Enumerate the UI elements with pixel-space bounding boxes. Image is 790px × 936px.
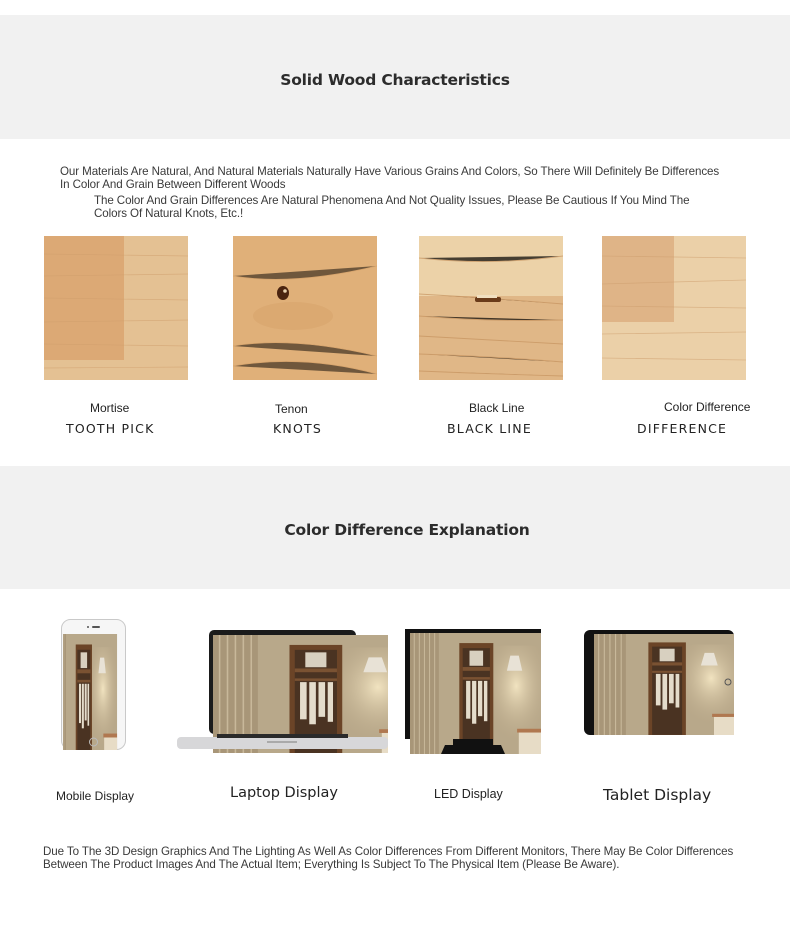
phone-room-scene — [61, 619, 126, 750]
sample-caption-tooth-pick: TOOTH PICK — [66, 421, 155, 436]
solid-wood-heading: Solid Wood Characteristics — [280, 71, 510, 89]
sample-label-tenon: Tenon — [275, 402, 308, 416]
color-difference-note: Due To The 3D Design Graphics And The Lighting As Well As Color Differences From Different Monitors, There May Be Color Differences Between The Product Images And The Actual Item; Everything Is Subject To The Physical Item (Please Be Aware). — [43, 845, 734, 871]
color-difference-wood-sample — [602, 236, 746, 380]
sample-label-color-difference: Color Difference — [664, 400, 751, 414]
solid-wood-header-band — [0, 15, 790, 139]
natural-materials-notice: Our Materials Are Natural, And Natural Materials Naturally Have Various Grains And Colors, So There Will Definitely Be Differences In Color And Grain Between Different Woods — [60, 165, 720, 191]
sample-label-black-line: Black Line — [469, 401, 525, 415]
quality-notice: The Color And Grain Differences Are Natural Phenomena And Not Quality Issues, Please Be Cautious If You Mind The Colors Of Natural Knots, Etc.! — [94, 194, 690, 220]
sample-caption-knots: KNOTS — [273, 421, 322, 436]
color-difference-heading: Color Difference Explanation — [284, 521, 530, 539]
device-label-led: LED Display — [434, 787, 503, 801]
device-label-mobile: Mobile Display — [56, 789, 135, 803]
device-label-tablet: Tablet Display — [603, 786, 712, 804]
sample-caption-difference: DIFFERENCE — [637, 421, 728, 436]
device-label-laptop: Laptop Display — [230, 785, 338, 801]
monitor-room-scene — [405, 628, 541, 754]
sample-label-mortise: Mortise — [90, 401, 130, 415]
color-difference-header-band — [0, 466, 790, 589]
wood-knot-sample — [233, 236, 377, 380]
sample-caption-black-line: BLACK LINE — [447, 421, 532, 436]
finger-joint-wood-sample — [44, 236, 188, 380]
black-line-wood-sample — [419, 236, 563, 380]
tablet-room-scene — [584, 630, 734, 735]
laptop-room-scene — [177, 629, 388, 753]
